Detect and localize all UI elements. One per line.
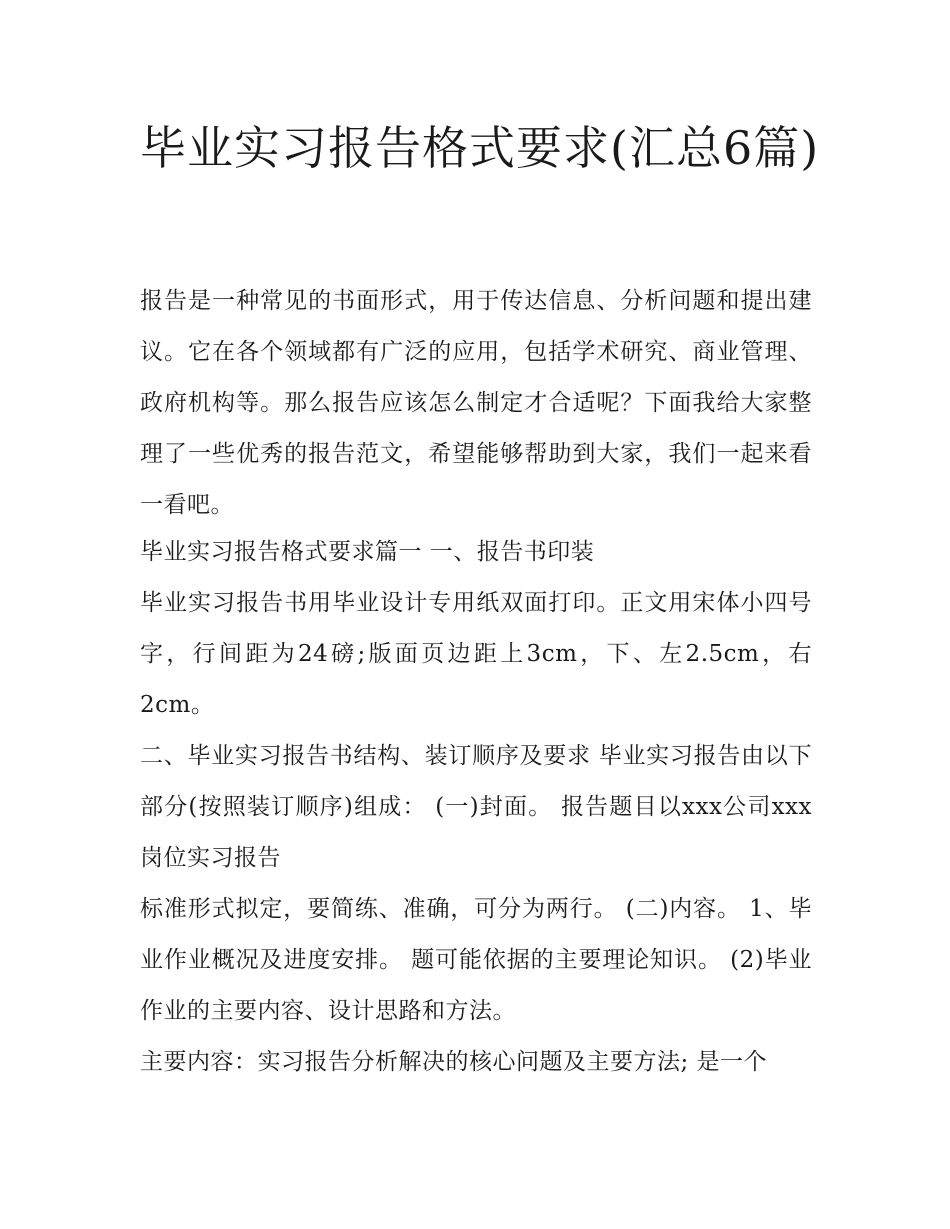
intro-paragraph: 报告是一种常见的书面形式，用于传达信息、分析问题和提出建议。它在各个领域都有广泛的应用，包括学术研究、商业管理、政府机构等。那么报告应该怎么制定才合适呢？下面我给大家整理了一些优秀的报告范文，希望能够帮助到大家，我们一起来看一看吧。 bbox=[140, 288, 812, 518]
standard-paragraph: 标准形式拟定，要简练、准确，可分为两行。 (二)内容。 1、毕业作业概况及进度安排。 题可能依据的主要理论知识。 (2)毕业作业的主要内容、设计思路和方法。 bbox=[140, 896, 812, 1024]
document-title: 毕业实习报告格式要求(汇总6篇) bbox=[140, 121, 820, 175]
structure-paragraph: 二、毕业实习报告书结构、装订顺序及要求 毕业实习报告由以下部分(按照装订顺序)组成： (一)封面。 报告题目以xxx公司xxx岗位实习报告 bbox=[140, 743, 812, 871]
printing-paragraph: 毕业实习报告书用毕业设计专用纸双面打印。正文用宋体小四号字，行间距为24磅;版面页边距上3cm，下、左2.5cm，右2cm。 bbox=[140, 590, 812, 718]
section-heading: 毕业实习报告格式要求篇一 一、报告书印装 bbox=[140, 539, 595, 565]
main-content-paragraph: 主要内容：实习报告分析解决的核心问题及主要方法; 是一个 bbox=[140, 1049, 768, 1075]
